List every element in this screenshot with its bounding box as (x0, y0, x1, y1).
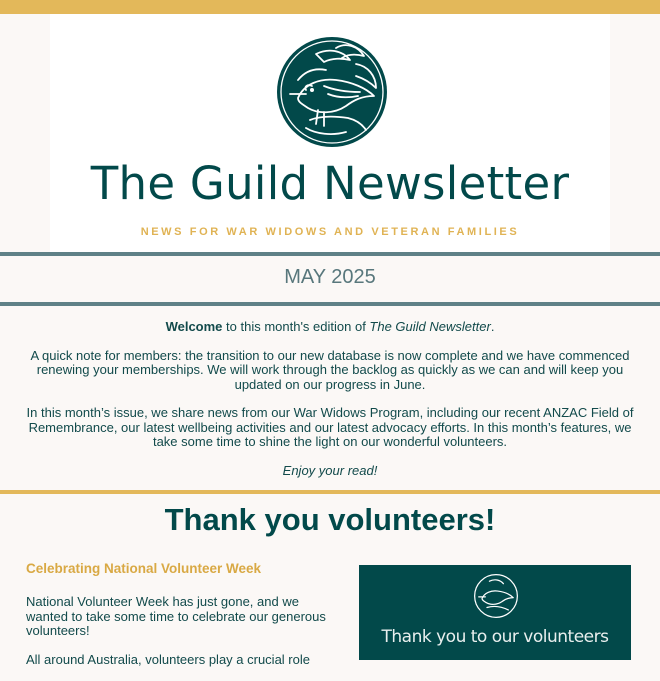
promo-caption: Thank you to our volunteers (381, 627, 609, 647)
welcome-text: to this month's edition of (222, 319, 370, 334)
issue-summary: In this month’s issue, we share news from our War Widows Program, including our recent ANZAC Field of Remembrance, our latest wellbeing activities and our latest advocacy efforts. In this month’s features, we take some time to shine the light on our wonderful volunteers. (26, 405, 634, 449)
top-accent-bar (0, 0, 660, 14)
feature-paragraph-2: All around Australia, volunteers play a crucial role (26, 651, 310, 667)
feature-subheading: Celebrating National Volunteer Week (26, 561, 262, 576)
intro-section (20, 320, 640, 492)
divider-top (0, 252, 660, 256)
volunteer-promo-image (359, 565, 631, 660)
newsletter-tagline: NEWS FOR WAR WIDOWS AND VETERAN FAMILIES (140, 226, 520, 238)
membership-note: A quick note for members: the transition to our new database is now complete and we have commenced renewing your memberships. We will work through the backlog as quickly as we can and will keep you updated on our progress in June. (30, 347, 630, 392)
welcome-end: . (490, 319, 495, 334)
divider-bottom (0, 302, 660, 306)
issue-month: MAY 2025 (284, 266, 376, 288)
newsletter-title: The Guild Newsletter (90, 157, 570, 210)
feature-paragraph-1: National Volunteer Week has just gone, and we wanted to take some time to celebrate our generous volunteers! (26, 594, 326, 638)
enjoy-closing: Enjoy your read! (282, 462, 378, 478)
kookaburra-small-icon (473, 573, 519, 619)
newsletter-name-italic: The Guild Newsletter (369, 319, 491, 334)
welcome-line (20, 320, 640, 335)
section-divider (0, 490, 660, 494)
kookaburra-logo-icon (276, 36, 388, 148)
welcome-bold: Welcome (165, 319, 223, 334)
feature-body (26, 595, 326, 681)
feature-title: Thank you volunteers! (164, 502, 496, 537)
